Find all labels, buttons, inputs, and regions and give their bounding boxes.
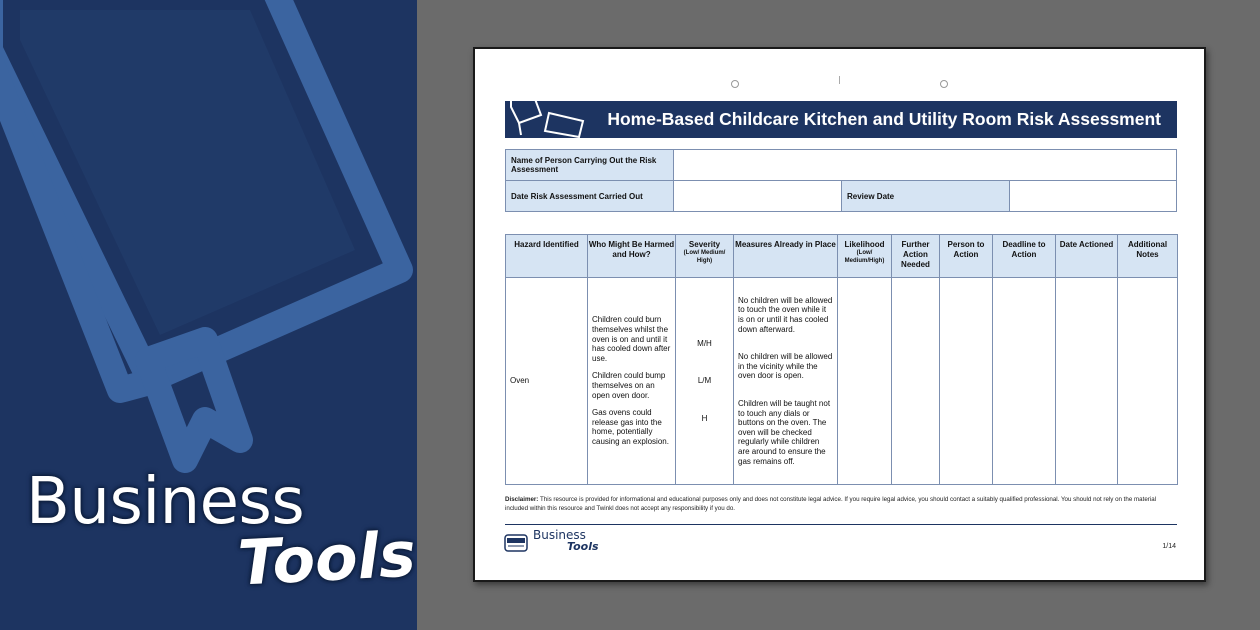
review-date-label: Review Date — [842, 181, 1010, 212]
info-row-dates — [506, 181, 1177, 212]
col-hazard: Hazard Identified — [506, 235, 588, 278]
punch-hole-left-icon — [731, 80, 739, 88]
hazard-cell: Oven — [506, 278, 588, 485]
person-cell[interactable] — [940, 278, 993, 485]
disclaimer-text: This resource is provided for informational and educational purposes only and does not constitute legal advice. If you require legal advice, you should contact a suitably qualified professional. You should not rely on the material included within this resource and Twinkl does not accept any responsibility if you do. — [505, 496, 1157, 512]
severity-value: M/H — [697, 338, 712, 348]
likelihood-cell[interactable] — [838, 278, 892, 485]
severity-label: Severity — [688, 240, 721, 249]
measure-item: No children will be allowed in the vicinity while the oven door is open. — [738, 352, 833, 381]
deadline-cell[interactable] — [993, 278, 1056, 485]
col-severity — [676, 235, 734, 278]
date-field[interactable] — [674, 181, 842, 212]
who-item: Children could bump themselves on an open oven door. — [592, 371, 666, 400]
severity-sub: (Low/ Medium/ High) — [683, 250, 726, 264]
likelihood-sub: (Low/ Medium/High) — [844, 250, 885, 264]
brand-tools-text: Tools — [236, 517, 417, 600]
table-header-row — [506, 235, 1178, 278]
table-row — [506, 278, 1178, 485]
who-item: Gas ovens could release gas into the home, potentially causing an explosion. — [592, 408, 669, 446]
disclaimer-label: Disclaimer: — [505, 496, 539, 503]
severity-value: H — [701, 413, 708, 423]
document-title: Home-Based Childcare Kitchen and Utility Room Risk Assessment — [607, 109, 1161, 129]
document-title-bar — [505, 101, 1177, 138]
who-item: Children could burn themselves whilst the oven is on and until it has cooled down after use. — [592, 315, 671, 363]
who-cell — [588, 278, 676, 485]
risk-assessment-table — [505, 234, 1178, 485]
footer-divider — [505, 524, 1177, 525]
measure-item: Children will be taught not to touch any dials or buttons on the oven. The oven will be checked regularly while children are around to ensure the gas remains off. — [738, 399, 831, 466]
info-row-name — [506, 150, 1177, 181]
twinkl-logo-icon — [503, 529, 529, 555]
notes-cell[interactable] — [1118, 278, 1178, 485]
measures-cell — [734, 278, 838, 485]
col-notes: Additional Notes — [1118, 235, 1178, 278]
further-action-cell[interactable] — [892, 278, 940, 485]
disclaimer — [505, 496, 1177, 514]
punch-hole-right-icon — [940, 80, 948, 88]
col-likelihood — [838, 235, 892, 278]
document-preview — [473, 47, 1206, 582]
left-brand-panel — [0, 0, 417, 630]
name-field[interactable] — [674, 150, 1177, 181]
likelihood-label: Likelihood — [844, 240, 885, 249]
severity-value: L/M — [697, 376, 712, 386]
page-number: 1/14 — [1162, 543, 1176, 550]
brand-business-text: Business — [26, 465, 305, 539]
review-date-field[interactable] — [1010, 181, 1177, 212]
col-date-actioned: Date Actioned — [1056, 235, 1118, 278]
assessment-info-table — [505, 149, 1177, 212]
col-who: Who Might Be Harmed and How? — [588, 235, 676, 278]
book-icon — [505, 101, 595, 138]
col-person: Person to Action — [940, 235, 993, 278]
date-label: Date Risk Assessment Carried Out — [506, 181, 674, 212]
col-measures: Measures Already in Place — [734, 235, 838, 278]
date-actioned-cell[interactable] — [1056, 278, 1118, 485]
name-label: Name of Person Carrying Out the Risk Assessment — [506, 150, 674, 181]
col-deadline: Deadline to Action — [993, 235, 1056, 278]
footer-tools: Tools — [567, 540, 599, 553]
severity-cell — [676, 278, 734, 485]
measure-item: No children will be allowed to touch the oven while it is on or until it has cooled down afterward. — [738, 295, 833, 334]
center-mark — [839, 76, 840, 84]
footer-business: Business — [533, 528, 586, 542]
col-further-action: Further Action Needed — [892, 235, 940, 278]
